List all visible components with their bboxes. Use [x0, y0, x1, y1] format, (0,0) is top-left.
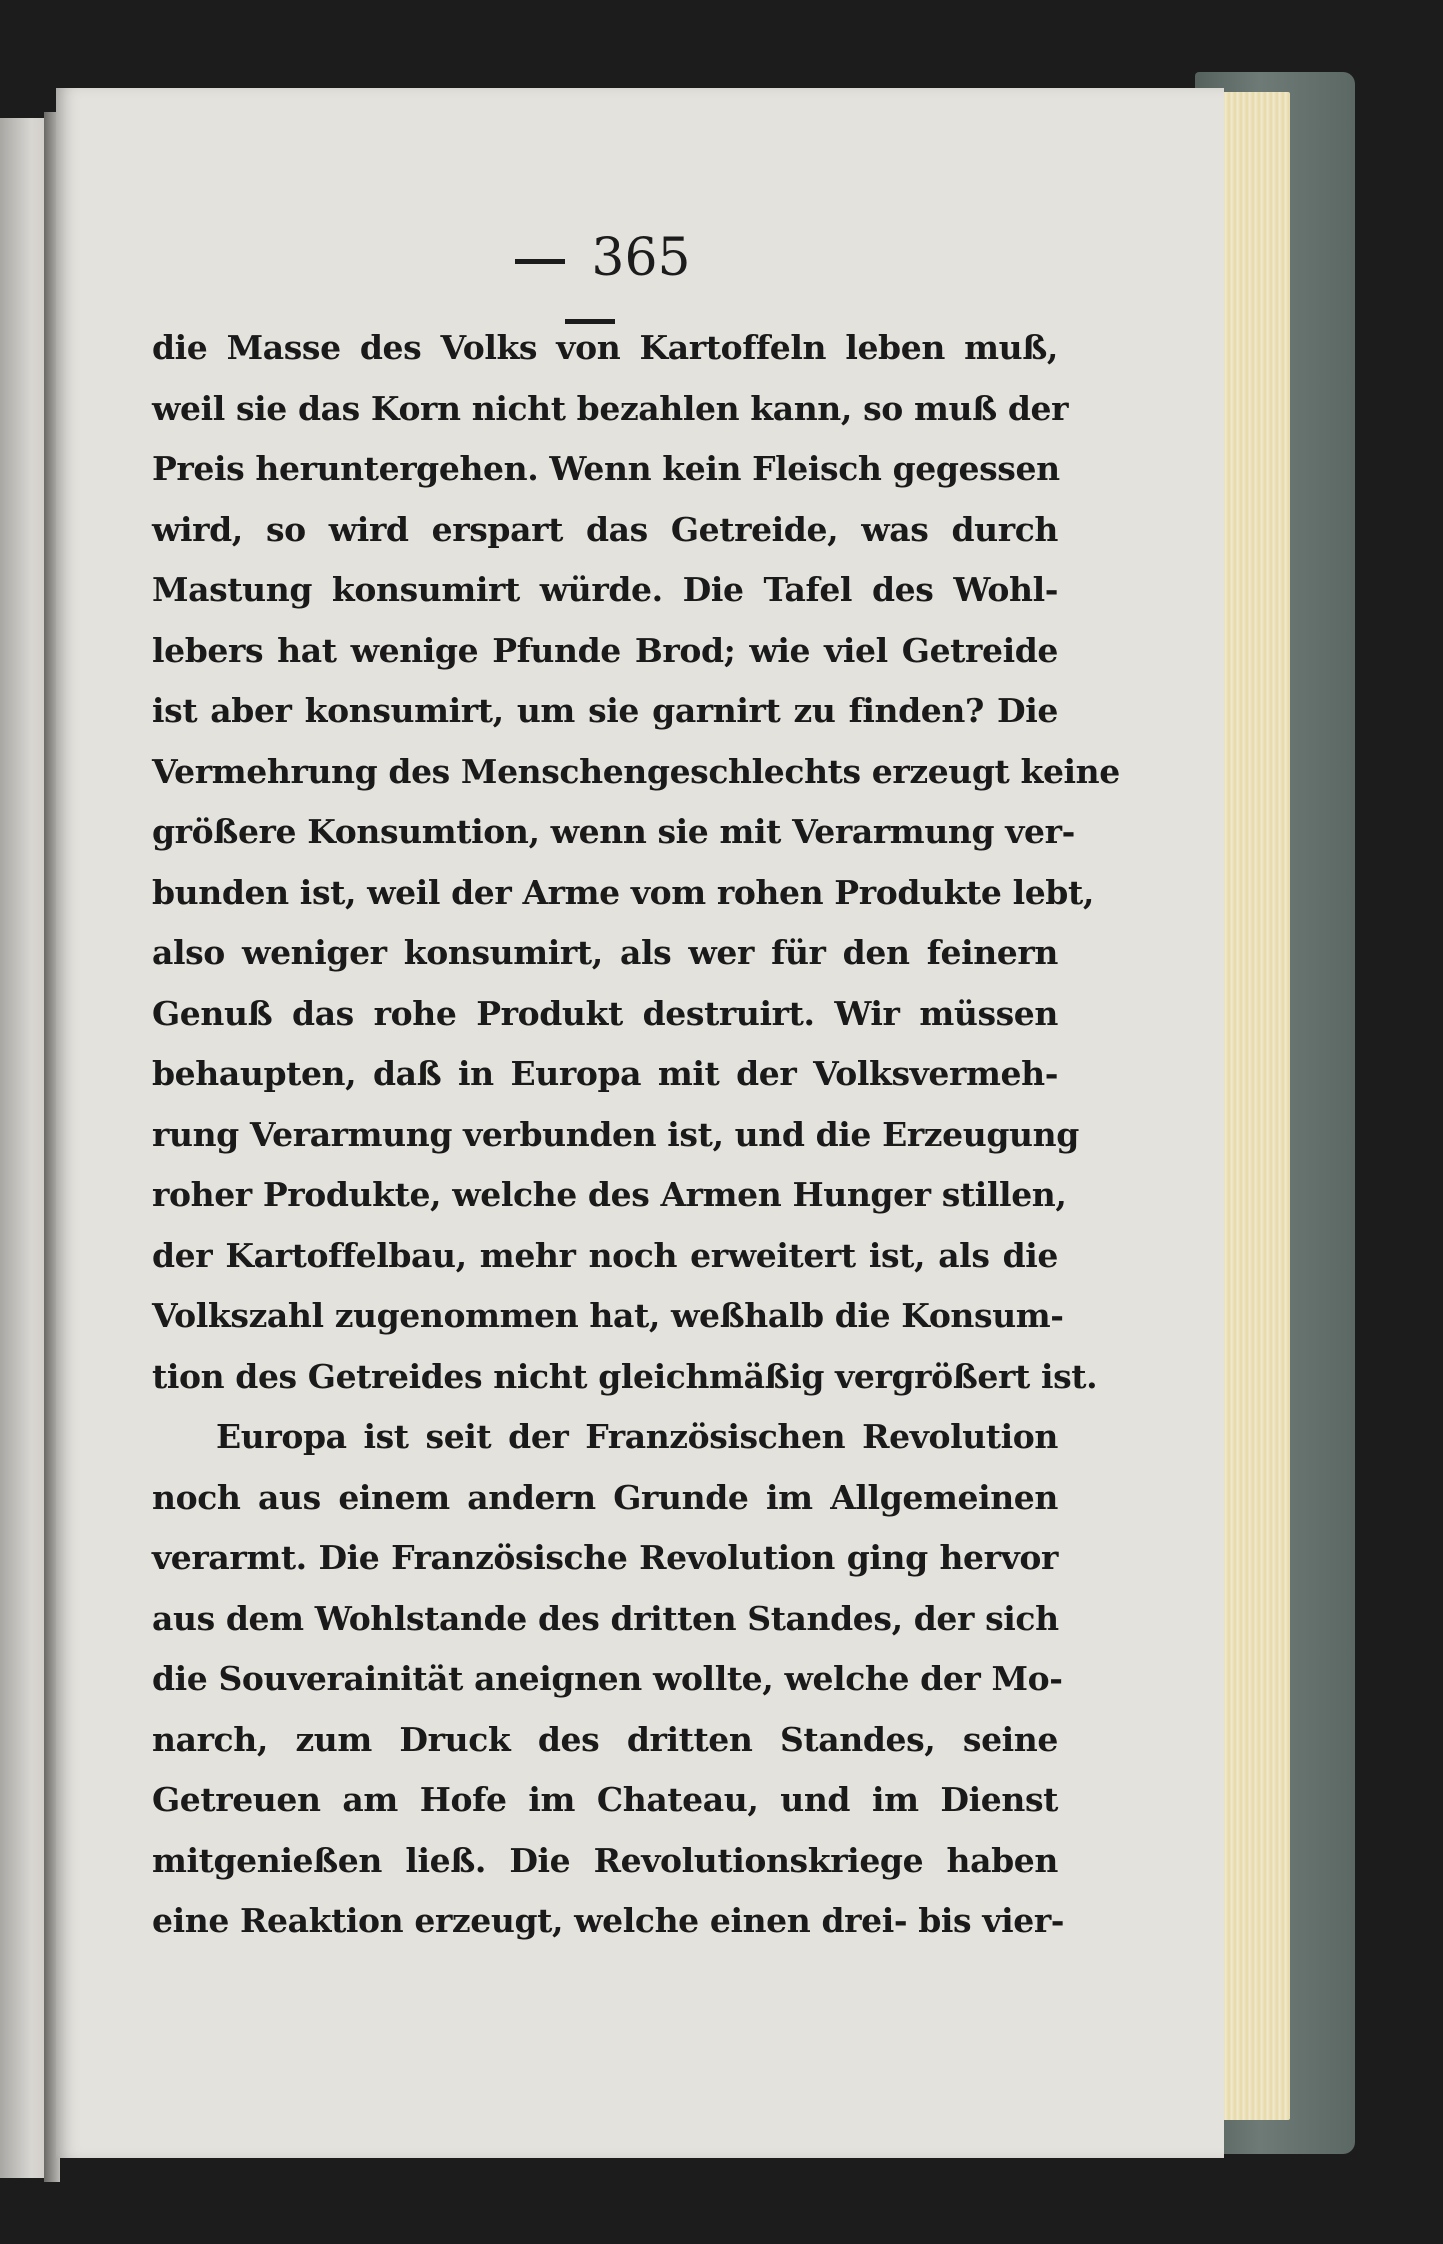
header-dash-left [515, 259, 565, 264]
text-line: mitgenießen ließ. Die Revolutionskriege haben [152, 1840, 1058, 1880]
text-line: lebers hat wenige Pfunde Brod; wie viel Getreide [152, 630, 1058, 670]
text-line: noch aus einem andern Grunde im Allgemeinen [152, 1477, 1058, 1517]
text-line: Getreuen am Hofe im Chateau, und im Dienst [152, 1780, 1058, 1819]
text-line: roher Produkte, welche des Armen Hunger stillen, [152, 1175, 1067, 1214]
text-line: verarmt. Die Französische Revolution ging hervor [152, 1538, 1058, 1577]
text-line: eine Reaktion erzeugt, welche einen drei- bis vier- [152, 1901, 1065, 1940]
body-text [152, 318, 1120, 1952]
text-line: aus dem Wohlstande des dritten Standes, der sich [152, 1598, 1059, 1638]
text-line: also weniger konsumirt, als wer für den feinern [152, 933, 1058, 972]
text-line: narch, zum Druck des dritten Standes, seine [152, 1719, 1058, 1759]
text-line: Volkszahl zugenommen hat, weßhalb die Konsum- [152, 1296, 1064, 1335]
text-line: Genuß das rohe Produkt destruirt. Wir müssen [152, 993, 1058, 1033]
text-line: der Kartoffelbau, mehr noch erweitert ist, als die [152, 1235, 1058, 1275]
page-number: 365 [591, 228, 691, 288]
text-line: die Masse des Volks von Kartoffeln leben muß, [152, 328, 1058, 367]
text-line: rung Verarmung verbunden ist, und die Erzeugung [152, 1114, 1079, 1154]
text-line: Europa ist seit der Französischen Revolution [216, 1417, 1058, 1456]
text-line: bunden ist, weil der Arme vom rohen Produkte lebt, [152, 872, 1094, 912]
text-line: behaupten, daß in Europa mit der Volksvermeh- [152, 1054, 1058, 1093]
text-line: die Souverainität aneignen wollte, welche der Mo- [152, 1659, 1063, 1698]
text-line: Vermehrung des Menschengeschlechts erzeugt keine [152, 751, 1120, 791]
text-line: größere Konsumtion, wenn sie mit Verarmung ver- [152, 812, 1075, 851]
text-line: wird, so wird erspart das Getreide, was durch [152, 509, 1058, 549]
text-line: Preis heruntergehen. Wenn kein Fleisch gegessen [152, 449, 1060, 488]
text-line: Mastung konsumirt würde. Die Tafel des Wohl- [152, 570, 1058, 609]
text-line: ist aber konsumirt, um sie garnirt zu finden? Die [152, 691, 1058, 730]
text-line: weil sie das Korn nicht bezahlen kann, so muß der [152, 388, 1069, 428]
page-edges [1220, 92, 1290, 2120]
text-line: tion des Getreides nicht gleichmäßig vergrößert ist. [152, 1356, 1098, 1396]
